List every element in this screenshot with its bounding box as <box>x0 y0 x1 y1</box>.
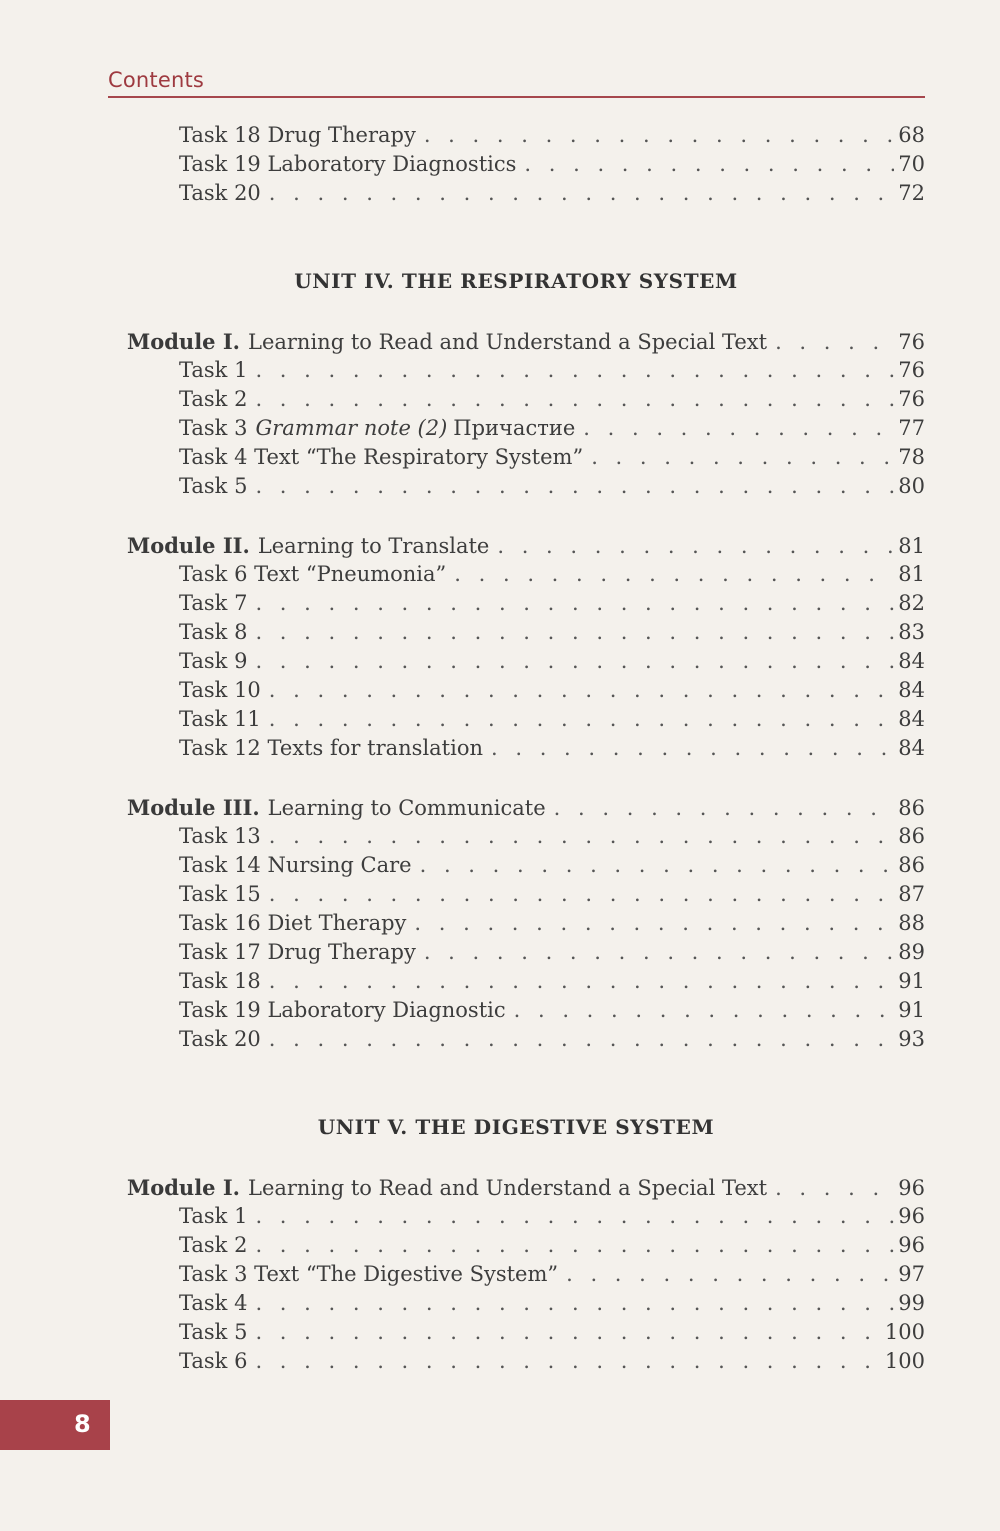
entry-title: Task 3 Text “The Digestive System” <box>179 1262 559 1286</box>
module-label: Module I. <box>127 1175 240 1200</box>
entry-title: Learning to Read and Understand a Special Text <box>248 1176 768 1200</box>
toc-entry[interactable] <box>0 967 925 996</box>
toc-entry[interactable] <box>0 472 925 501</box>
entry-page: 76 <box>898 330 925 354</box>
entry-page: 100 <box>884 1320 925 1344</box>
toc-entry[interactable] <box>0 618 925 647</box>
entry-page: 89 <box>898 940 925 964</box>
entry-title: Task 1 <box>179 1204 248 1228</box>
module-label: Module III. <box>127 795 260 820</box>
dot-leader <box>255 472 894 501</box>
entry-title: Task 6 <box>179 1349 248 1373</box>
entry-title: Task 15 <box>179 882 261 906</box>
entry-title: Task 7 <box>179 591 248 615</box>
module-entry[interactable] <box>0 327 925 356</box>
dot-leader <box>497 532 894 561</box>
entry-title: Task 2 <box>179 387 248 411</box>
entry-title: Task 20 <box>179 181 261 205</box>
dot-leader <box>414 909 894 938</box>
running-header: Contents <box>108 68 205 92</box>
entry-title: Task 1 <box>179 358 248 382</box>
toc-entry[interactable] <box>0 1260 925 1289</box>
entry-title: Learning to Translate <box>257 534 490 558</box>
toc-entry[interactable] <box>0 1347 925 1376</box>
toc-entry[interactable] <box>0 647 925 676</box>
entry-page: 86 <box>898 824 925 848</box>
entry-page: 68 <box>898 123 925 147</box>
dot-leader <box>775 328 894 357</box>
dot-leader <box>255 647 894 676</box>
unit-heading: UNIT IV. THE RESPIRATORY SYSTEM <box>294 269 738 293</box>
entry-page: 78 <box>898 445 925 469</box>
entry-title: Learning to Communicate <box>267 796 546 820</box>
entry-title: Task 4 <box>179 1291 248 1315</box>
module-entry[interactable] <box>0 531 925 560</box>
entry-title: Task 4 Text “The Respiratory System” <box>179 445 584 469</box>
toc-entry[interactable] <box>0 734 925 763</box>
dot-leader <box>255 1289 894 1318</box>
entry-page: 72 <box>898 181 925 205</box>
entry-page: 87 <box>898 882 925 906</box>
dot-leader <box>591 443 894 472</box>
toc-entry[interactable] <box>0 1289 925 1318</box>
entry-page: 84 <box>898 736 925 760</box>
module-label: Module II. <box>127 533 250 558</box>
entry-title: Task 19 Laboratory Diagnostic <box>179 998 506 1022</box>
entry-title: Task 10 <box>179 678 261 702</box>
entry-page: 93 <box>898 1027 925 1051</box>
entry-title: Task 6 Text “Pneumonia” <box>179 562 447 586</box>
entry-page: 83 <box>898 620 925 644</box>
entry-page: 96 <box>898 1204 925 1228</box>
dot-leader <box>524 150 894 179</box>
dot-leader <box>420 851 895 880</box>
entry-title: Task 20 <box>179 1027 261 1051</box>
toc-entry[interactable] <box>0 150 925 179</box>
module-label: Module I. <box>127 329 240 354</box>
entry-title: Task 17 Drug Therapy <box>179 940 416 964</box>
entry-page: 76 <box>898 387 925 411</box>
dot-leader <box>255 356 894 385</box>
dot-leader <box>424 938 894 967</box>
dot-leader <box>255 1202 894 1231</box>
entry-page: 91 <box>898 969 925 993</box>
dot-leader <box>255 618 894 647</box>
toc-entry[interactable] <box>0 1318 925 1347</box>
dot-leader <box>269 822 894 851</box>
entry-page: 70 <box>898 152 925 176</box>
dot-leader <box>269 179 894 208</box>
header-rule <box>108 96 925 98</box>
toc-entry[interactable] <box>0 385 925 414</box>
dot-leader <box>269 705 894 734</box>
toc-entry[interactable] <box>0 909 925 938</box>
dot-leader <box>255 1347 880 1376</box>
entry-title: Task 16 Diet Therapy <box>179 911 407 935</box>
entry-title: Task 11 <box>179 707 261 731</box>
entry-page: 91 <box>898 998 925 1022</box>
toc-entry[interactable] <box>0 121 925 150</box>
entry-page: 86 <box>898 853 925 877</box>
dot-leader <box>269 676 894 705</box>
toc-entry[interactable] <box>0 179 925 208</box>
entry-title: Task 12 Texts for translation <box>179 736 483 760</box>
entry-page: 96 <box>898 1176 925 1200</box>
grammar-note: Grammar note (2) <box>255 416 448 440</box>
dot-leader <box>554 794 895 823</box>
toc-entry[interactable] <box>0 560 925 589</box>
entry-page: 88 <box>898 911 925 935</box>
dot-leader <box>454 560 894 589</box>
entry-page: 96 <box>898 1233 925 1257</box>
dot-leader <box>583 414 894 443</box>
russian-term: Причастие <box>453 416 576 440</box>
entry-page: 97 <box>898 1262 925 1286</box>
toc-entry[interactable] <box>0 880 925 909</box>
toc-entry[interactable] <box>0 1231 925 1260</box>
toc-entry[interactable] <box>0 938 925 967</box>
entry-title: Task 5 <box>179 474 248 498</box>
dot-leader <box>269 880 894 909</box>
toc-entry[interactable] <box>0 356 925 385</box>
entry-page: 80 <box>898 474 925 498</box>
entry-page: 81 <box>898 534 925 558</box>
entry-page: 84 <box>898 707 925 731</box>
toc-entry[interactable] <box>0 589 925 618</box>
module-entry[interactable] <box>0 793 925 822</box>
entry-title: Learning to Read and Understand a Special Text <box>248 330 768 354</box>
entry-page: 77 <box>898 416 925 440</box>
entry-title: Task 9 <box>179 649 248 673</box>
dot-leader <box>269 1025 894 1054</box>
dot-leader <box>255 1318 880 1347</box>
entry-title: Task 18 <box>179 969 261 993</box>
dot-leader <box>255 385 894 414</box>
toc-entry[interactable] <box>0 1025 925 1054</box>
entry-page: 86 <box>898 796 925 820</box>
entry-title: Task 19 Laboratory Diagnostics <box>179 152 517 176</box>
toc-entry[interactable] <box>0 676 925 705</box>
dot-leader <box>269 967 894 996</box>
dot-leader <box>514 996 895 1025</box>
page-number-tab <box>0 1400 110 1450</box>
entry-title: Task 3 <box>179 416 248 440</box>
dot-leader <box>775 1174 894 1203</box>
unit-heading: UNIT V. THE DIGESTIVE SYSTEM <box>317 1115 715 1139</box>
entry-title: Task 8 <box>179 620 248 644</box>
toc-entry[interactable] <box>0 996 925 1025</box>
entry-title: Task 13 <box>179 824 261 848</box>
dot-leader <box>491 734 894 763</box>
dot-leader <box>255 1231 894 1260</box>
page-number: 8 <box>74 1410 91 1438</box>
entry-page: 81 <box>898 562 925 586</box>
entry-title: Task 5 <box>179 1320 248 1344</box>
dot-leader <box>424 121 894 150</box>
toc-entry[interactable] <box>0 443 925 472</box>
toc-entry[interactable] <box>0 705 925 734</box>
toc-entry[interactable] <box>0 822 925 851</box>
entry-page: 84 <box>898 678 925 702</box>
entry-page: 84 <box>898 649 925 673</box>
entry-title: Task 14 Nursing Care <box>179 853 412 877</box>
entry-page: 82 <box>898 591 925 615</box>
entry-page: 99 <box>898 1291 925 1315</box>
module-entry[interactable] <box>0 1173 925 1202</box>
entry-page: 100 <box>884 1349 925 1373</box>
toc-entry[interactable] <box>0 851 925 880</box>
toc-entry[interactable] <box>0 414 925 443</box>
toc-entry[interactable] <box>0 1202 925 1231</box>
entry-title: Task 2 <box>179 1233 248 1257</box>
entry-title: Task 18 Drug Therapy <box>179 123 416 147</box>
dot-leader <box>255 589 894 618</box>
dot-leader <box>566 1260 894 1289</box>
entry-page: 76 <box>898 358 925 382</box>
